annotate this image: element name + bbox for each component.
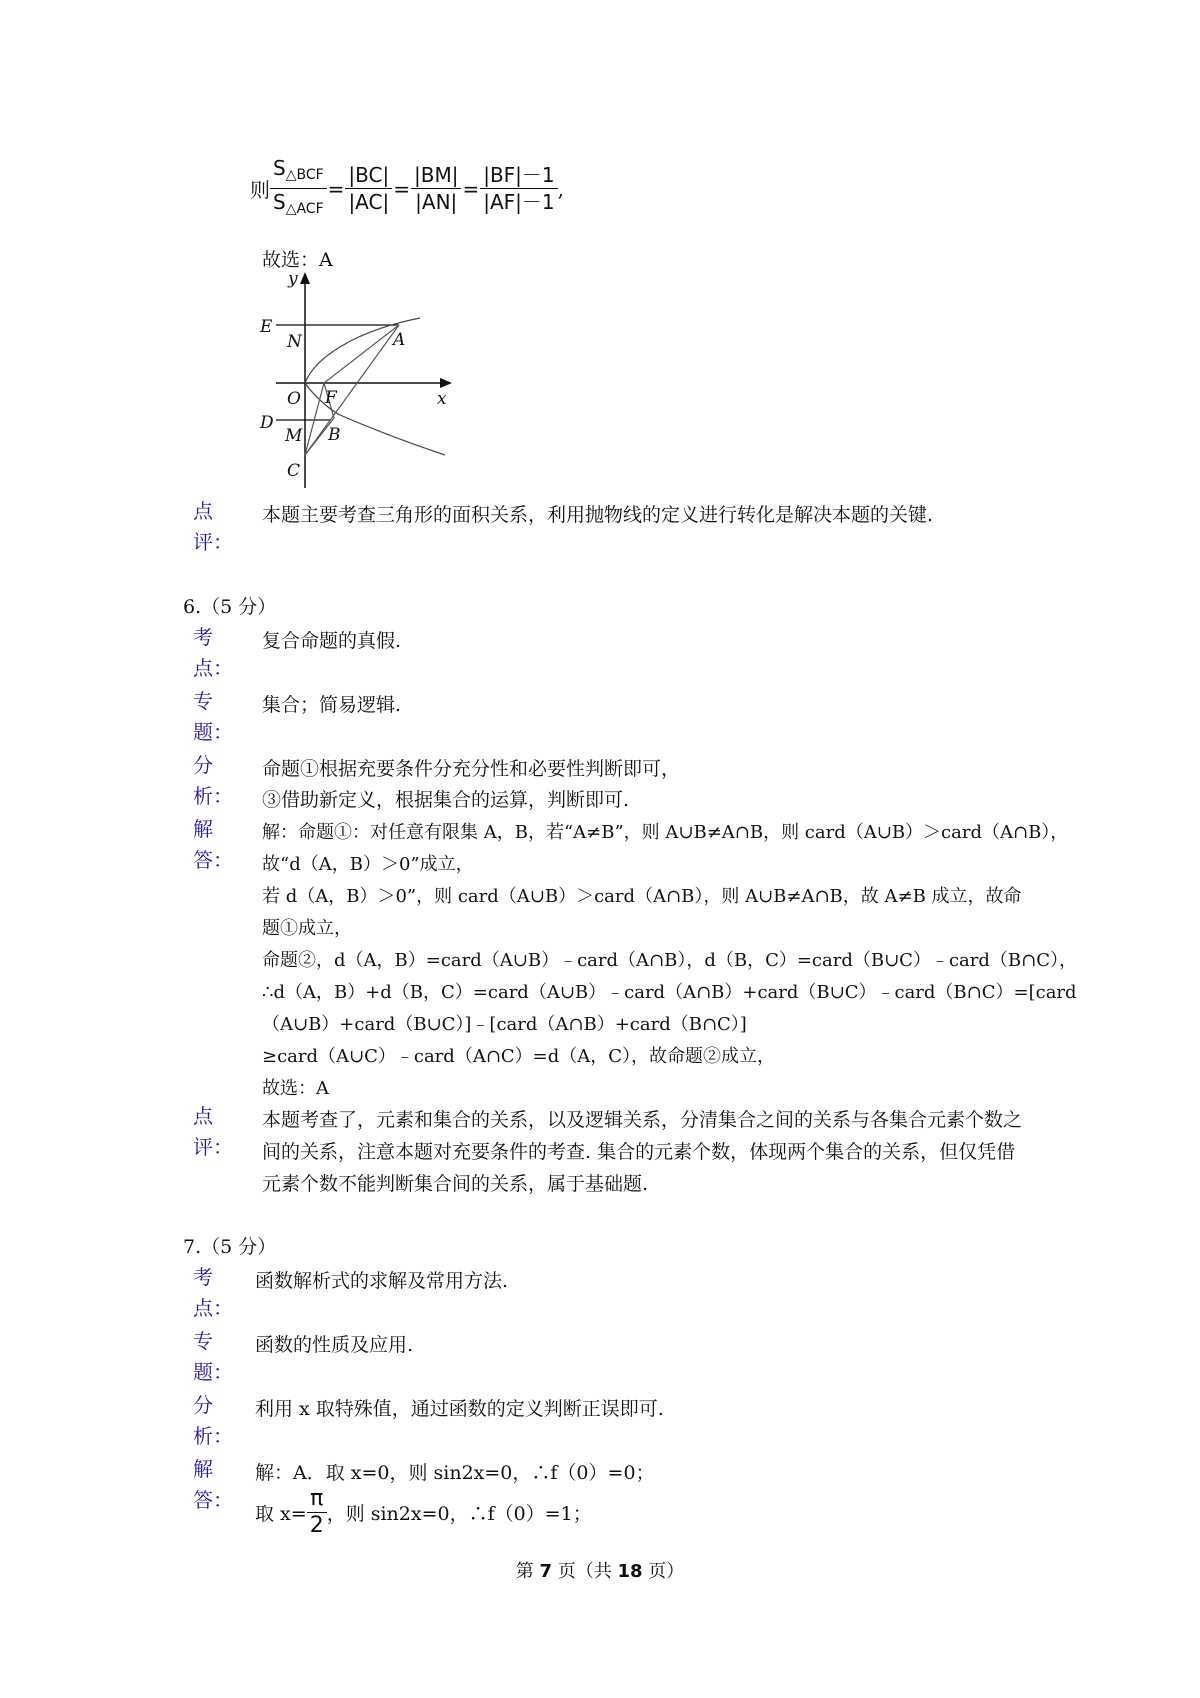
q6-jieda-label-1: 解 xyxy=(193,817,213,841)
q7-fenxi-label-1: 分 xyxy=(193,1393,213,1417)
q7-jieda-line-2-suffix: ，则 sin2x=0，∴f（0）=1； xyxy=(326,1503,592,1525)
pi-over-2: $\frac{\pi}{2}$ xyxy=(307,1486,327,1539)
q6-fenxi-label-1: 分 xyxy=(193,753,213,777)
q6-jieda-line-9: 故选：A xyxy=(262,1078,329,1099)
q5-comment: 本题主要考查三角形的面积关系，利用抛物线的定义进行转化是解决本题的关键. xyxy=(262,504,934,526)
total-pages: 18 xyxy=(617,1561,643,1582)
q5-comment-label-2: 评： xyxy=(193,530,233,554)
q6-dianping-line-1: 本题考查了，元素和集合的关系，以及逻辑关系，分清集合之间的关系与各集合元素个数之 xyxy=(262,1109,1023,1131)
q7-kaodian-label-2: 点： xyxy=(193,1296,233,1320)
q6-jieda-line-2: 故“d（A，B）＞0”成立， xyxy=(262,854,474,875)
equals-sign: = xyxy=(462,176,480,201)
formula-prefix: 则 xyxy=(250,178,270,202)
label-B: B xyxy=(328,425,341,445)
q6-dianping-label-1: 点 xyxy=(193,1104,213,1128)
triangle-acf: △ACF xyxy=(285,201,324,217)
q7-kaodian-label-1: 考 xyxy=(193,1265,213,1289)
q6-fenxi-line-2: ③借助新定义，根据集合的运算，判断即可. xyxy=(262,789,630,811)
label-N: N xyxy=(287,332,302,352)
label-O: O xyxy=(287,389,301,409)
q7-fenxi: 利用 x 取特殊值，通过函数的定义判断正误即可. xyxy=(255,1398,664,1420)
q6-dianping-line-2: 间的关系，注意本题对充要条件的考查. 集合的元素个数，体现两个集合的关系，但仅凭借 xyxy=(262,1141,1016,1163)
area-ratio-formula xyxy=(250,155,564,222)
q7-kaodian: 函数解析式的求解及常用方法. xyxy=(255,1270,509,1292)
page-footer: 第 7 页（共 18 页） xyxy=(515,1561,685,1582)
q7-zhuanti: 函数的性质及应用. xyxy=(255,1334,414,1356)
fraction-bf-af: $\frac{|BF|-1}{|AF|-1}$ xyxy=(480,162,557,215)
label-D: D xyxy=(260,413,274,433)
area-symbol: S xyxy=(273,156,286,180)
parabola-diagram xyxy=(250,270,470,495)
q7-jieda-line-1: 解：A．取 x=0，则 sin2x=0，∴f（0）=0； xyxy=(255,1462,655,1484)
q6-jieda-label-2: 答： xyxy=(193,848,233,872)
formula-suffix: , xyxy=(557,176,565,201)
q6-jieda-line-4: 题①成立， xyxy=(262,918,352,939)
q6-fenxi-label-2: 析： xyxy=(193,784,233,808)
equals-sign: = xyxy=(393,176,410,201)
q7-jieda-line-2-prefix: 取 x= xyxy=(255,1503,307,1525)
triangle-bcf: △BCF xyxy=(285,167,324,183)
q6-fenxi-line-1: 命题①根据充要条件分充分性和必要性判断即可， xyxy=(262,758,681,780)
q6-dianping-line-3: 元素个数不能判断集合间的关系，属于基础题. xyxy=(262,1173,649,1195)
equals-sign: = xyxy=(327,176,345,201)
answer-choice: 故选：A xyxy=(262,249,333,271)
label-F: F xyxy=(325,388,337,408)
q6-dianping-label-2: 评： xyxy=(193,1135,233,1159)
q6-jieda-line-6: ∴d（A，B）+d（B，C）=card（A∪B）﹣card（A∩B）+card（B∪C）﹣card（B∩C）=[card xyxy=(262,982,1077,1003)
q7-jieda-label-2: 答： xyxy=(193,1488,233,1512)
q6-zhuanti: 集合；简易逻辑. xyxy=(262,694,402,716)
label-E: E xyxy=(260,317,273,337)
q7-jieda-line-2 xyxy=(255,1486,592,1539)
q6-kaodian: 复合命题的真假. xyxy=(262,630,402,652)
q6-jieda-line-1: 解：命题①：对任意有限集 A，B，若“A≠B”，则 A∪B≠A∩B，则 card（A∪B）＞card（A∩B）， xyxy=(262,822,1069,843)
q6-jieda-line-7: （A∪B）+card（B∪C）]﹣[card（A∩B）+card（B∩C）] xyxy=(262,1014,747,1035)
q6-jieda-line-8: ≥card（A∪C）﹣card（A∩C）=d（A，C），故命题②成立， xyxy=(262,1046,776,1067)
q6-heading: 6.（5 分） xyxy=(183,596,277,618)
label-C: C xyxy=(287,461,301,481)
label-x: x xyxy=(437,389,447,409)
label-y: y xyxy=(288,270,298,289)
q6-jieda-line-5: 命题②，d（A，B）=card（A∪B）﹣card（A∩B），d（B，C）=card（B∪C）﹣card（B∩C）， xyxy=(262,950,1077,971)
q5-comment-label-1: 点 xyxy=(193,499,213,523)
q7-zhuanti-label-1: 专 xyxy=(193,1329,213,1353)
page-number: 7 xyxy=(539,1561,552,1582)
label-M: M xyxy=(285,426,303,446)
q6-zhuanti-label-2: 题： xyxy=(193,720,233,744)
q7-jieda-label-1: 解 xyxy=(193,1457,213,1481)
q6-kaodian-label-1: 考 xyxy=(193,625,213,649)
fraction-bc-ac: $\frac{|BC|}{|AC|}$ xyxy=(345,162,392,215)
q7-heading: 7.（5 分） xyxy=(183,1236,277,1258)
q6-kaodian-label-2: 点： xyxy=(193,656,233,680)
fraction-bm-an: $\frac{|BM|}{|AN|}$ xyxy=(411,162,461,215)
area-symbol: S xyxy=(273,190,286,214)
fraction-area xyxy=(270,155,327,222)
q6-jieda-line-3: 若 d（A，B）＞0”，则 card（A∪B）＞card（A∩B），则 A∪B≠A∩B，故 A≠B 成立，故命 xyxy=(262,886,1022,907)
q7-zhuanti-label-2: 题： xyxy=(193,1360,233,1384)
q7-fenxi-label-2: 析： xyxy=(193,1424,233,1448)
label-A: A xyxy=(393,330,406,350)
q6-zhuanti-label-1: 专 xyxy=(193,689,213,713)
